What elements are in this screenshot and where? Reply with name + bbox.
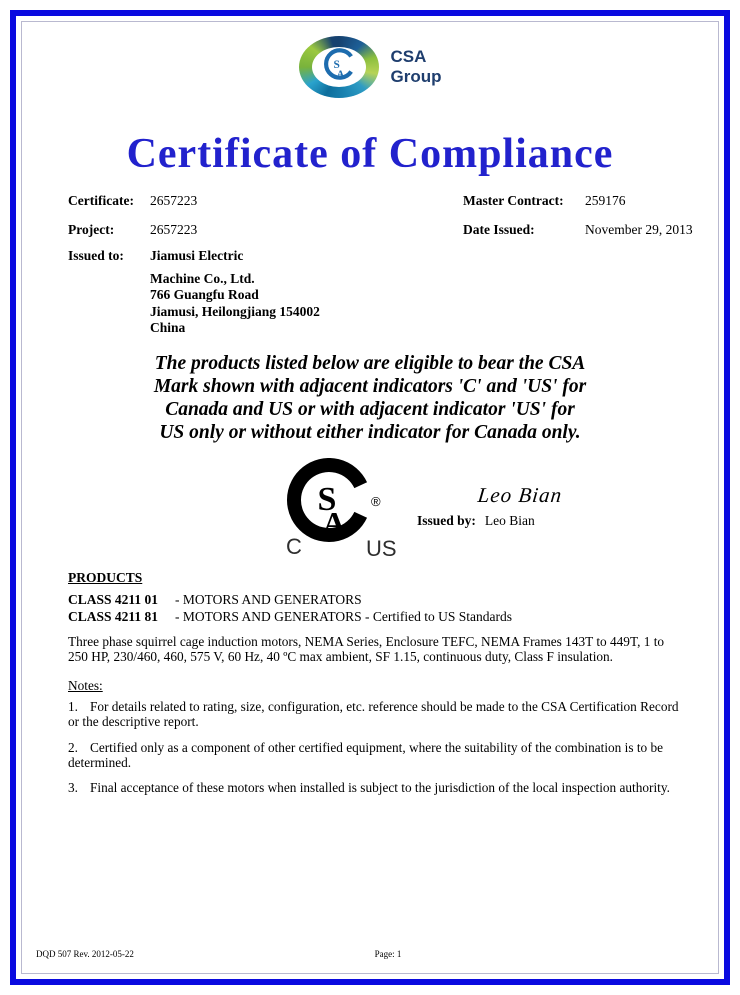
class-row xyxy=(68,609,512,625)
csa-group-logo xyxy=(0,36,740,98)
eligibility-line: Mark shown with adjacent indicators 'C' and 'US' for xyxy=(153,376,587,397)
csa-cus-mark xyxy=(280,458,408,563)
product-description: Three phase squirrel cage induction motors, NEMA Series, Enclosure TEFC, NEMA Frames 143T to 449T, 1 to 250 HP, 230/460, 460, 575 V, 60 Hz, 40 ºC max ambient, SF 1.15, continuous duty, Class F insulation. xyxy=(68,634,665,665)
issued-by-value: Leo Bian xyxy=(484,513,535,528)
products-heading: PRODUCTS xyxy=(68,570,143,585)
address-line: Jiamusi, Heilongjiang 154002 xyxy=(150,303,320,319)
svg-text:S: S xyxy=(333,58,340,71)
project-value: 2657223 xyxy=(150,222,198,237)
note-number: 1. xyxy=(68,699,78,714)
eligibility-statement xyxy=(0,352,740,444)
note-text: Final acceptance of these motors when installed is subject to the jurisdiction of the local inspection authority. xyxy=(89,780,670,795)
csa-globe-inner xyxy=(312,47,366,87)
note-text: Certified only as a component of other certified equipment, where the suitability of the combination is to be determined. xyxy=(68,740,664,771)
note-item xyxy=(68,699,692,730)
date-issued-value: November 29, 2013 xyxy=(585,222,693,237)
csa-group-wordmark xyxy=(391,47,442,87)
svg-text:S: S xyxy=(317,481,337,518)
certificate-value: 2657223 xyxy=(150,193,198,208)
note-text: For details related to rating, size, configuration, etc. reference should be made to the CSA Certification Record or the descriptive report. xyxy=(68,699,679,730)
logo-line-1: CSA xyxy=(390,47,427,66)
master-contract-value: 259176 xyxy=(585,193,626,208)
issued-to-name: Jiamusi Electric xyxy=(150,248,244,263)
class-desc: - MOTORS AND GENERATORS xyxy=(175,592,362,607)
master-contract-label: Master Contract: xyxy=(463,193,564,208)
notes-heading: Notes: xyxy=(68,678,103,693)
issued-to-label: Issued to: xyxy=(68,248,124,263)
c-indicator: C xyxy=(286,534,302,558)
issued-by-label: Issued by: xyxy=(417,513,476,528)
eligibility-line: US only or without either indicator for Canada only. xyxy=(159,422,581,443)
note-number: 3. xyxy=(68,780,78,795)
us-indicator: US xyxy=(366,536,397,558)
certificate-label: Certificate: xyxy=(68,193,134,208)
class-code: CLASS 4211 81 xyxy=(68,609,159,624)
issued-to-address xyxy=(150,271,320,337)
class-code: CLASS 4211 01 xyxy=(68,592,159,607)
note-item xyxy=(68,780,692,795)
registered-trademark-icon: ® xyxy=(371,494,381,509)
address-line: Machine Co., Ltd. xyxy=(150,271,255,286)
csa-monogram-icon-large xyxy=(280,458,408,558)
page-title: Certificate of Compliance xyxy=(126,131,614,177)
address-line: 766 Guangfu Road xyxy=(150,287,259,303)
csa-globe-icon xyxy=(299,36,379,98)
date-issued-label: Date Issued: xyxy=(463,222,535,237)
svg-text:A: A xyxy=(336,69,344,81)
eligibility-line: The products listed below are eligible to bear the CSA xyxy=(154,353,586,374)
eligibility-line: Canada and US or with adjacent indicator 'US' for xyxy=(165,399,575,420)
footer-page-number: Page: 1 xyxy=(374,949,402,959)
footer-doc-revision: DQD 507 Rev. 2012-05-22 xyxy=(36,949,134,959)
issued-by-row xyxy=(417,513,535,529)
svg-text:A: A xyxy=(322,505,346,541)
signature-script: Leo Bian xyxy=(476,483,564,507)
class-row xyxy=(68,592,362,608)
address-line: China xyxy=(150,320,186,336)
project-label: Project: xyxy=(68,222,115,237)
csa-monogram-icon-small xyxy=(320,48,358,86)
note-item xyxy=(68,740,692,771)
note-number: 2. xyxy=(68,740,78,755)
class-desc: - MOTORS AND GENERATORS - Certified to US Standards xyxy=(175,609,513,624)
logo-line-2: Group xyxy=(390,67,442,86)
